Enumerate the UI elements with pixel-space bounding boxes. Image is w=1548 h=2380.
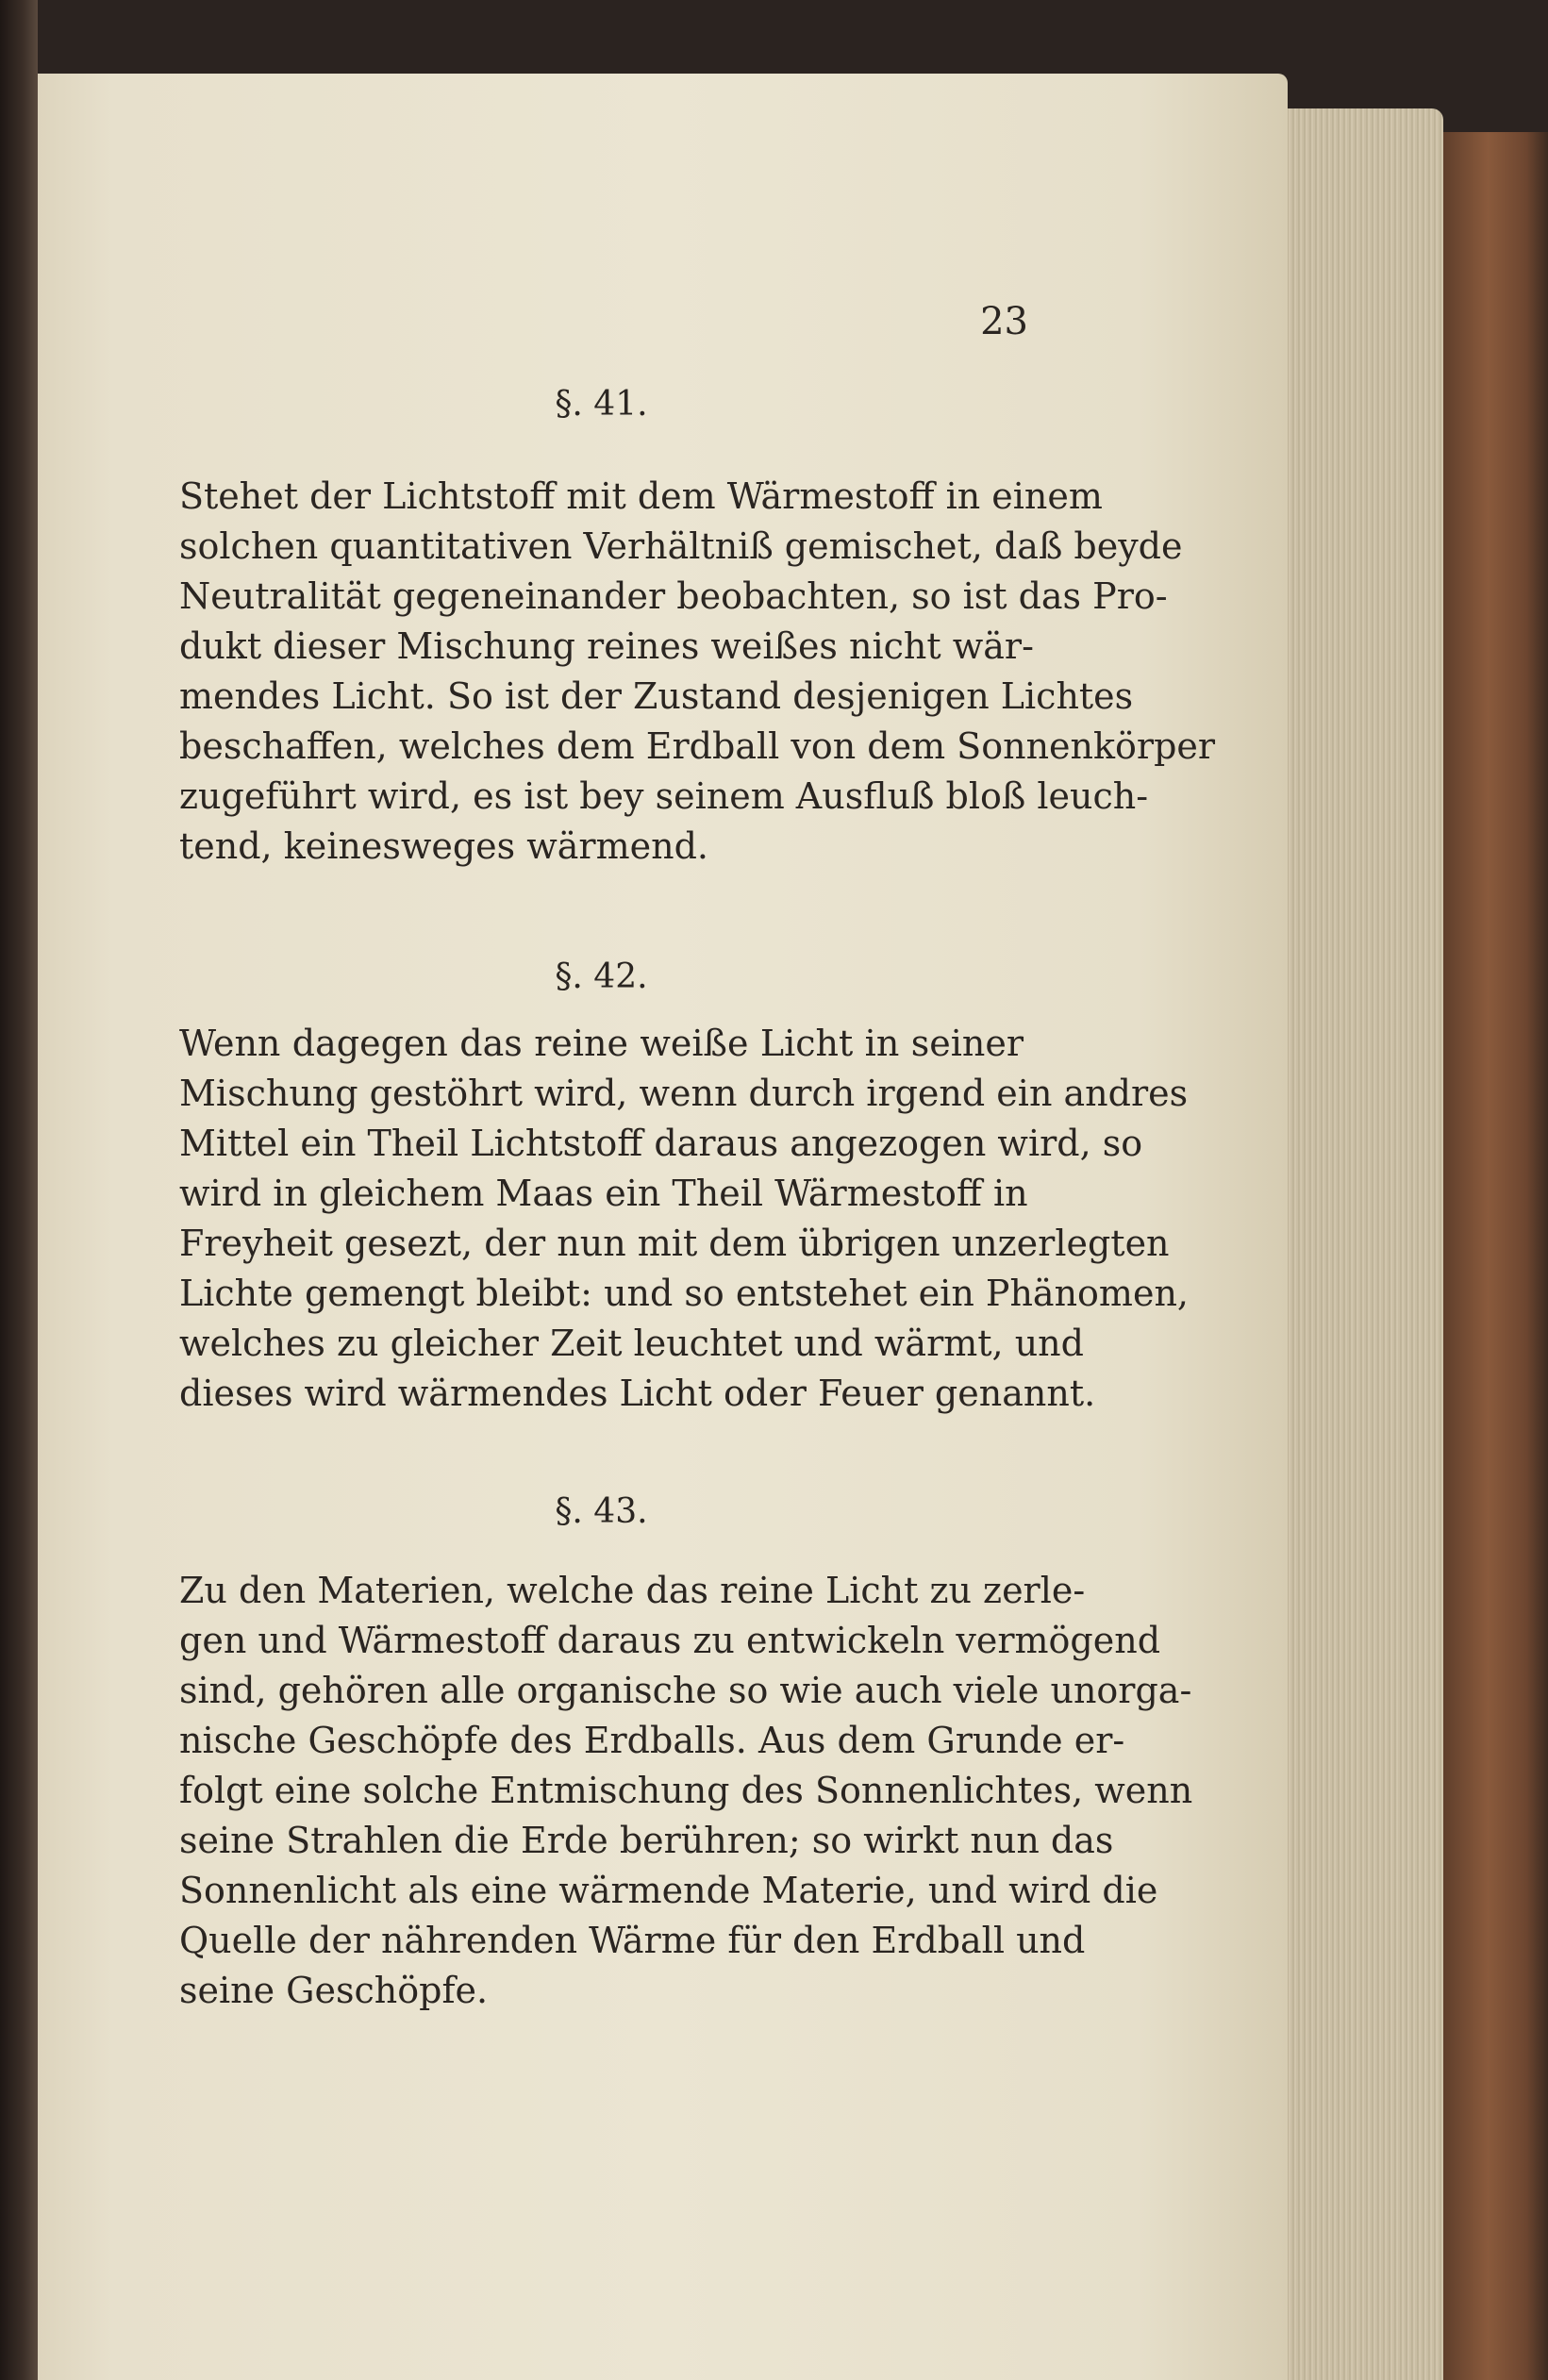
text-line: wird in gleichem Maas ein Theil Wärmestoff in bbox=[179, 1173, 1028, 1214]
text-line: Wenn dagegen das reine weiße Licht in seiner bbox=[179, 1023, 1024, 1064]
book-cover-left bbox=[0, 0, 38, 2380]
text-line: welches zu gleicher Zeit leuchtet und wärmt, und bbox=[179, 1323, 1084, 1364]
text-line: beschaffen, welches dem Erdball von dem Sonnenkörper bbox=[179, 725, 1216, 767]
section-43-paragraph bbox=[179, 1566, 1193, 2016]
page-edges bbox=[1269, 108, 1443, 2380]
text-line: Lichte gemengt bleibt: und so entstehet ein Phänomen, bbox=[179, 1273, 1189, 1314]
text-line: tend, keinesweges wärmend. bbox=[179, 825, 709, 867]
text-line: Freyheit gesezt, der nun mit dem übrigen unzerlegten bbox=[179, 1223, 1170, 1264]
text-line: mendes Licht. So ist der Zustand desjenigen Lichtes bbox=[179, 675, 1134, 717]
section-41-paragraph bbox=[179, 472, 1216, 872]
text-line: seine Strahlen die Erde berühren; so wirkt nun das bbox=[179, 1820, 1114, 1861]
text-line: Mittel ein Theil Lichtstoff daraus angezogen wird, so bbox=[179, 1123, 1143, 1164]
section-heading-43: §. 43. bbox=[555, 1492, 648, 1531]
text-line: dieses wird wärmendes Licht oder Feuer genannt. bbox=[179, 1373, 1096, 1414]
text-line: Mischung gestöhrt wird, wenn durch irgend ein andres bbox=[179, 1073, 1189, 1114]
text-line: nische Geschöpfe des Erdballs. Aus dem Grunde er- bbox=[179, 1720, 1125, 1761]
text-line: Zu den Materien, welche das reine Licht zu zerle- bbox=[179, 1570, 1086, 1611]
text-line: zugeführt wird, es ist bey seinem Ausfluß bloß leuch- bbox=[179, 775, 1149, 817]
text-line: gen und Wärmestoff daraus zu entwickeln vermögend bbox=[179, 1620, 1161, 1661]
text-line: Neutralität gegeneinander beobachten, so ist das Pro- bbox=[179, 575, 1168, 617]
text-line: dukt dieser Mischung reines weißes nicht wär- bbox=[179, 625, 1034, 667]
text-line: Stehet der Lichtstoff mit dem Wärmestoff in einem bbox=[179, 475, 1103, 517]
section-heading-42: §. 42. bbox=[555, 957, 648, 996]
text-line: seine Geschöpfe. bbox=[179, 1970, 489, 2011]
text-line: Sonnenlicht als eine wärmende Materie, und wird die bbox=[179, 1870, 1158, 1911]
book-cover-right bbox=[1439, 132, 1548, 2380]
text-line: folgt eine solche Entmischung des Sonnenlichtes, wenn bbox=[179, 1770, 1193, 1811]
text-line: Quelle der nährenden Wärme für den Erdball und bbox=[179, 1920, 1086, 1961]
page-number: 23 bbox=[980, 300, 1028, 343]
section-42-paragraph bbox=[179, 1019, 1189, 1419]
text-line: solchen quantitativen Verhältniß gemischet, daß beyde bbox=[179, 525, 1183, 567]
section-heading-41: §. 41. bbox=[555, 385, 648, 424]
text-line: sind, gehören alle organische so wie auch viele unorga- bbox=[179, 1670, 1192, 1711]
